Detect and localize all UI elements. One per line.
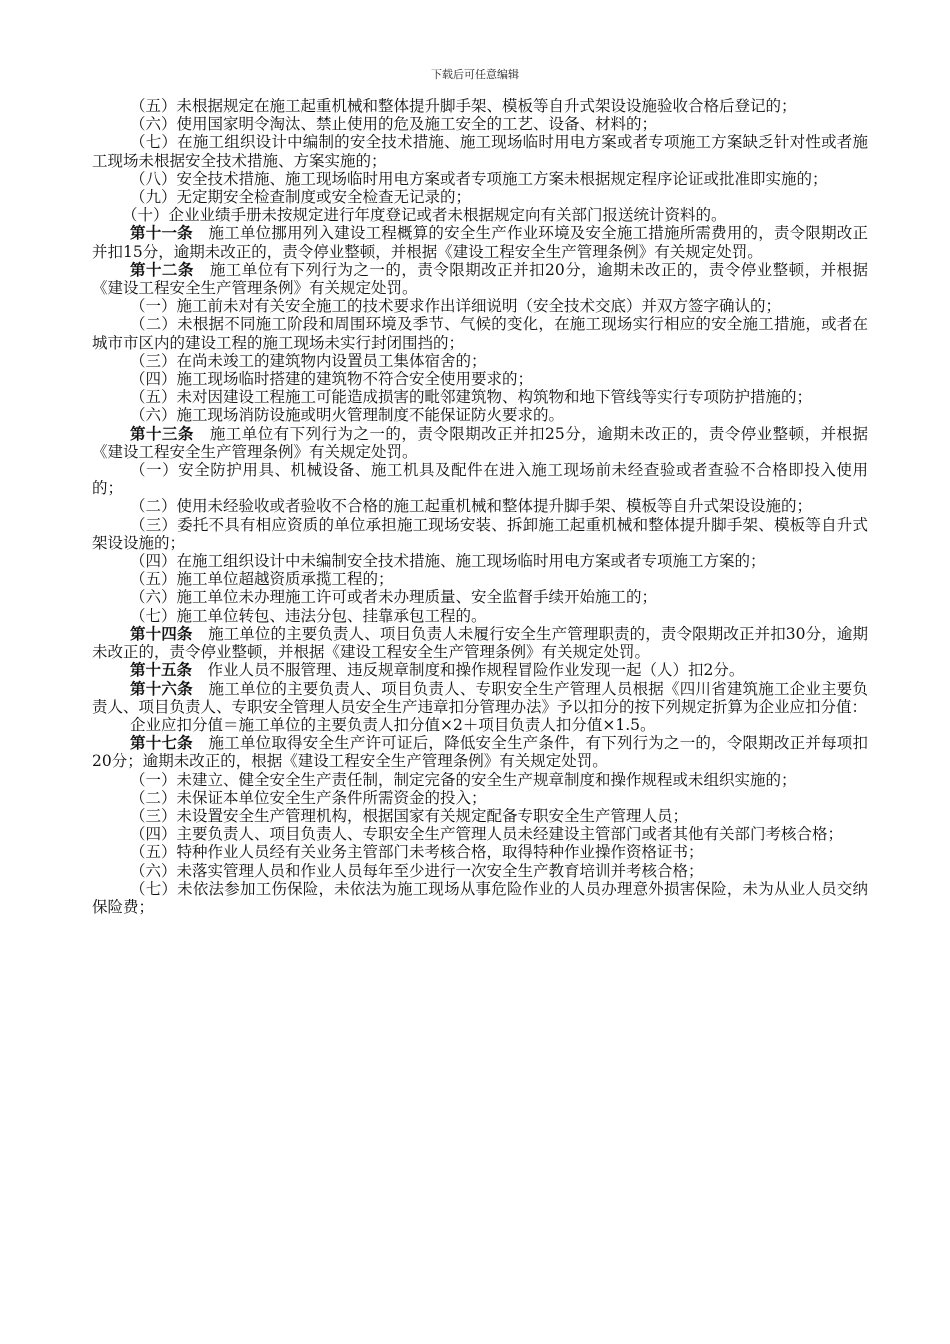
paragraph-text: （一）安全防护用具、机械设备、施工机具及配件在进入施工现场前未经查验或者查验不合格即投入使用的； (92, 461, 868, 498)
paragraph-text: （五）未根据规定在施工起重机械和整体提升脚手架、模板等自升式架设设施验收合格后登记的； (130, 97, 797, 115)
paragraph-text: 企业应扣分值＝施工单位的主要负责人扣分值×2＋项目负责人扣分值×1.5。 (130, 715, 656, 734)
clause-paragraph (92, 188, 868, 206)
paragraph-text: （八）安全技术措施、施工现场临时用电方案或者专项施工方案未根据规定程序论证或批准即实施的； (130, 169, 828, 188)
clause-paragraph (92, 170, 868, 188)
clause-paragraph (92, 115, 868, 133)
article-paragraph (92, 734, 868, 770)
paragraph-text: （二）未根据不同施工阶段和周围环境及季节、气候的变化，在施工现场实行相应的安全施工措施，或者在城市市区内的建设工程的施工现场未实行封闭围挡的； (92, 315, 868, 352)
article-paragraph (92, 661, 868, 679)
clause-paragraph (92, 607, 868, 625)
paragraph-text: 施工单位的主要负责人、项目负责人未履行安全生产管理职责的，责令限期改正并扣30分，逾期未改正的，责令停业整顿，并根据《建设工程安全生产管理条例》有关规定处罚。 (92, 624, 868, 662)
article-heading: 第十四条 (130, 623, 193, 643)
article-heading: 第十五条 (130, 660, 193, 680)
paragraph-text: （三）委托不具有相应资质的单位承担施工现场安装、拆卸施工起重机械和整体提升脚手架、模板等自升式架设设施的； (92, 515, 868, 552)
paragraph-text: （三）未设置安全生产管理机构，根据国家有关规定配备专职安全生产管理人员； (130, 806, 689, 825)
article-heading: 第十一条 (130, 223, 193, 243)
page-header: 下载后可任意编辑 (431, 68, 519, 81)
clause-paragraph (92, 497, 868, 515)
clause-paragraph (92, 133, 868, 169)
paragraph-text: （六）施工现场消防设施或明火管理制度不能保证防火要求的。 (130, 406, 565, 425)
clause-paragraph (92, 370, 868, 388)
paragraph-text: （四）施工现场临时搭建的建筑物不符合安全使用要求的； (130, 370, 534, 389)
clause-paragraph (92, 880, 868, 916)
clause-paragraph (92, 516, 868, 552)
clause-paragraph (92, 807, 868, 825)
article-heading: 第十七条 (130, 733, 193, 753)
paragraph-text: （四）主要负责人、项目负责人、专职安全生产管理人员未经建设主管部门或者其他有关部门考核合格； (130, 825, 844, 844)
paragraph-text: （七）未依法参加工伤保险，未依法为施工现场从事危险作业的人员办理意外损害保险，未为从业人员交纳保险费； (92, 879, 868, 916)
paragraph-text: （七）在施工组织设计中编制的安全技术措施、施工现场临时用电方案或者专项施工方案缺乏针对性或者施工现场未根据安全技术措施、方案实施的； (92, 133, 868, 170)
clause-paragraph (92, 789, 868, 807)
paragraph-text: 施工单位取得安全生产许可证后，降低安全生产条件，有下列行为之一的，令限期改正并每项扣20分；逾期未改正的，根据《建设工程安全生产管理条例》有关规定处罚。 (92, 734, 868, 771)
document-body (92, 97, 868, 916)
paragraph-text: （六）使用国家明令淘汰、禁止使用的危及施工安全的工艺、设备、材料的； (130, 115, 658, 134)
clause-paragraph (92, 716, 868, 734)
clause-paragraph (92, 406, 868, 424)
clause-paragraph (92, 315, 868, 351)
paragraph-text: （二）使用未经验收或者验收不合格的施工起重机械和整体提升脚手架、模板等自升式架设设施的； (130, 497, 813, 516)
paragraph-text: （四）在施工组织设计中未编制安全技术措施、施工现场临时用电方案或者专项施工方案的； (130, 552, 766, 571)
article-paragraph (92, 224, 868, 260)
article-paragraph (92, 425, 868, 461)
clause-paragraph (92, 461, 868, 497)
clause-paragraph (92, 206, 868, 224)
paragraph-text: （二）未保证本单位安全生产条件所需资金的投入； (130, 788, 487, 807)
clause-paragraph (92, 843, 868, 861)
paragraph-text: （五）特种作业人员经有关业务主管部门未考核合格，取得特种作业操作资格证书； (130, 843, 704, 862)
paragraph-text: （九）无定期安全检查制度或安全检查无记录的； (130, 188, 472, 207)
paragraph-text: （五）施工单位超越资质承揽工程的； (130, 570, 394, 589)
clause-paragraph (92, 97, 868, 115)
clause-paragraph (92, 825, 868, 843)
article-paragraph (92, 680, 868, 716)
paragraph-text: （五）未对因建设工程施工可能造成损害的毗邻建筑物、构筑物和地下管线等实行专项防护措施的； (130, 388, 813, 407)
clause-paragraph (92, 552, 868, 570)
paragraph-text: （七）施工单位转包、违法分包、挂靠承包工程的。 (130, 606, 487, 625)
clause-paragraph (92, 771, 868, 789)
article-heading: 第十三条 (130, 423, 194, 443)
paragraph-text: 施工单位有下列行为之一的，责令限期改正并扣20分，逾期未改正的，责令停业整顿，并根据《建设工程安全生产管理条例》有关规定处罚。 (92, 260, 868, 298)
paragraph-text: （一）施工前未对有关安全施工的技术要求作出详细说明（安全技术交底）并双方签字确认的； (130, 297, 782, 316)
clause-paragraph (92, 570, 868, 588)
paragraph-text: 施工单位有下列行为之一的，责令限期改正并扣25分，逾期未改正的，责令停业整顿，并根据《建设工程安全生产管理条例》有关规定处罚。 (92, 424, 868, 461)
paragraph-text: （六）未落实管理人员和作业人员每年至少进行一次安全生产教育培训并考核合格； (130, 861, 704, 880)
clause-paragraph (92, 388, 868, 406)
paragraph-text: 施工单位挪用列入建设工程概算的安全生产作业环境及安全施工措施所需费用的，责令限期改正并扣15分，逾期未改正的，责令停业整顿，并根据《建设工程安全生产管理条例》有关规定处罚。 (92, 224, 868, 261)
paragraph-text: （六）施工单位未办理施工许可或者未办理质量、安全监督手续开始施工的； (130, 588, 658, 607)
article-heading: 第十二条 (130, 259, 194, 279)
paragraph-text: 作业人员不服管理、违反规章制度和操作规程冒险作业发现一起（人）扣2分。 (192, 661, 745, 680)
article-heading: 第十六条 (130, 678, 193, 698)
paragraph-text: （一）未建立、健全安全生产责任制，制定完备的安全生产规章制度和操作规程或未组织实施的； (130, 770, 797, 789)
paragraph-text: （三）在尚未竣工的建筑物内设置员工集体宿舍的； (130, 351, 487, 370)
paragraph-text: （十）企业业绩手册未按规定进行年度登记或者未根据规定向有关部门报送统计资料的。 (122, 206, 727, 225)
clause-paragraph (92, 297, 868, 315)
paragraph-text: 施工单位的主要负责人、项目负责人、专职安全生产管理人员根据《四川省建筑施工企业主要负责人、项目负责人、专职安全管理人员安全生产违章扣分管理办法》予以扣分的按下列规定折算为企业应扣分值： (92, 679, 868, 716)
article-paragraph (92, 261, 868, 297)
clause-paragraph (92, 862, 868, 880)
article-paragraph (92, 625, 868, 661)
clause-paragraph (92, 352, 868, 370)
clause-paragraph (92, 588, 868, 606)
